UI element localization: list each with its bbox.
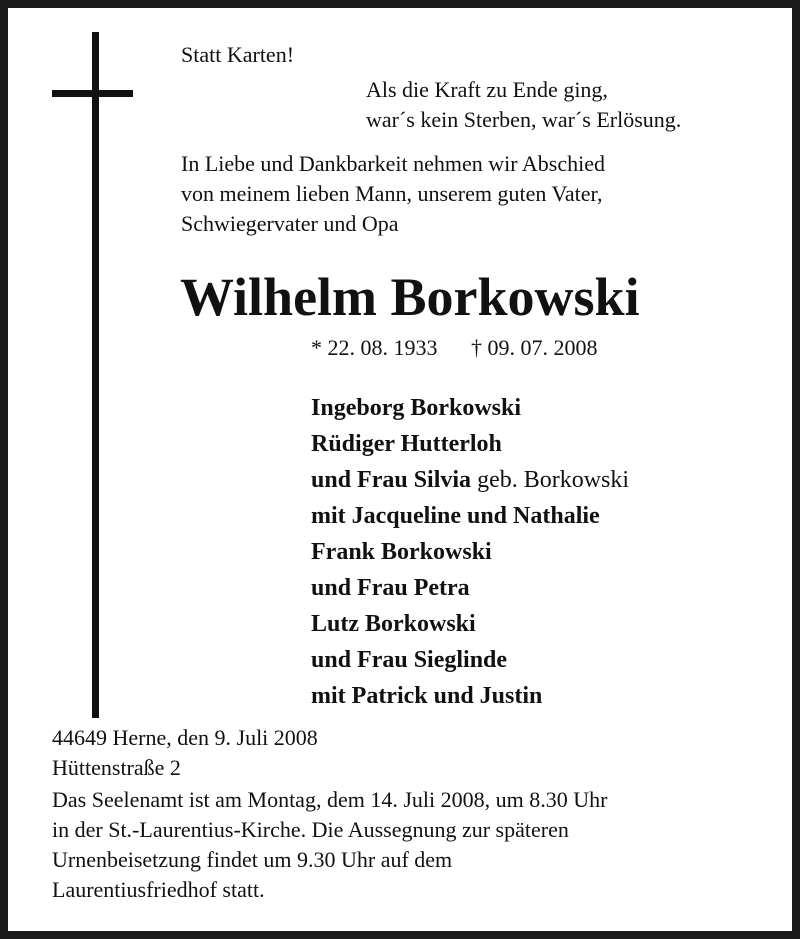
- service-line: in der St.-Laurentius-Kirche. Die Aussegnung zur späteren: [52, 817, 569, 842]
- mourner-line: Lutz Borkowski: [311, 611, 476, 637]
- intro-line: Schwiegervater und Opa: [181, 211, 399, 236]
- mourner-line: Rüdiger Hutterloh: [311, 431, 502, 457]
- mourner-line: Ingeborg Borkowski: [311, 395, 522, 421]
- mourner-name: und Frau Silvia: [311, 467, 472, 493]
- place-date-line: 44649 Herne, den 9. Juli 2008: [52, 725, 318, 750]
- mourner-line: und Frau Sieglinde: [311, 647, 508, 673]
- verse-line: war´s kein Sterben, war´s Erlösung.: [366, 107, 682, 132]
- cross-icon-crossbar: [52, 90, 133, 97]
- mourners-list: [311, 390, 629, 714]
- heading-statt-karten: Statt Karten!: [181, 42, 295, 67]
- intro-line: von meinem lieben Mann, unserem guten Vater,: [181, 181, 603, 206]
- birth-date: * 22. 08. 1933: [311, 335, 438, 360]
- mourner-line: und Frau Petra: [311, 575, 470, 601]
- intro-text: [181, 149, 605, 239]
- mourner-line: Frank Borkowski: [311, 539, 492, 565]
- deceased-name: Wilhelm Borkowski: [180, 267, 640, 327]
- life-dates: [311, 333, 598, 363]
- service-details: [52, 785, 607, 905]
- service-line: Das Seelenamt ist am Montag, dem 14. Juli 2008, um 8.30 Uhr: [52, 787, 608, 812]
- place-and-address: [52, 723, 318, 783]
- mourner-line: mit Patrick und Justin: [311, 683, 543, 709]
- cross-icon: [92, 32, 99, 718]
- service-line: Laurentiusfriedhof statt.: [52, 877, 265, 902]
- street-address: Hüttenstraße 2: [52, 755, 181, 780]
- verse-line: Als die Kraft zu Ende ging,: [366, 77, 608, 102]
- verse: [366, 75, 681, 135]
- mourner-line: mit Jacqueline und Nathalie: [311, 503, 600, 529]
- intro-line: In Liebe und Dankbarkeit nehmen wir Abschied: [181, 151, 605, 176]
- service-line: Urnenbeisetzung findet um 9.30 Uhr auf dem: [52, 847, 453, 872]
- maiden-name: geb. Borkowski: [471, 467, 630, 493]
- mourner-line: [311, 462, 629, 498]
- death-date: † 09. 07. 2008: [471, 335, 598, 360]
